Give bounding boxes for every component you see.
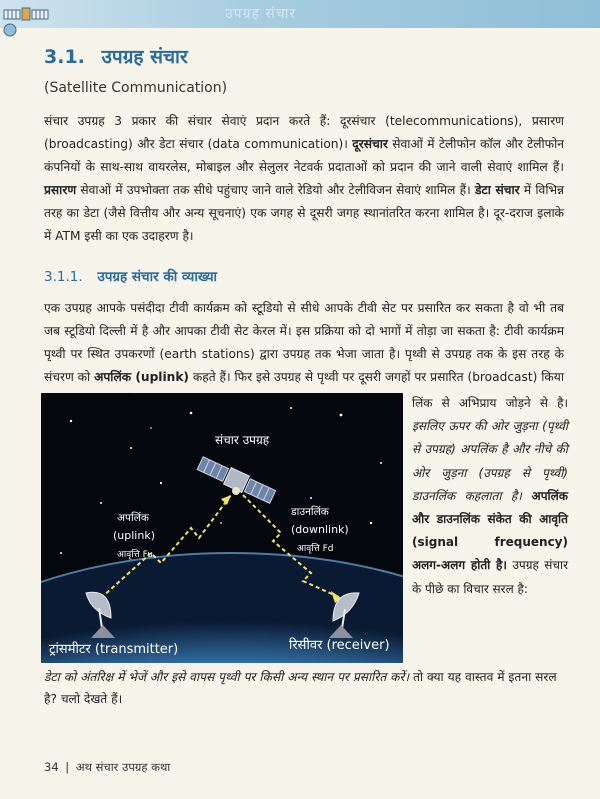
para3-italic: डेटा को अंतरिक्ष में भेजें और इसे वापस पृथ्वी पर किसी अन्य स्थान पर प्रसारित करें। [44, 670, 410, 684]
section-title [44, 43, 188, 69]
section-title-text: उपग्रह संचार [101, 46, 188, 68]
satellite-communication-figure [41, 393, 403, 663]
satellite-label: संचार उपग्रह [215, 433, 270, 447]
satellite-dish-icon [232, 487, 240, 495]
downlink-label-hi: डाउनलिंक [291, 506, 329, 518]
page-number: 34 [44, 760, 59, 774]
downlink-frequency: आवृत्ति Fd [297, 544, 334, 554]
header-band [0, 0, 600, 28]
para1-text-a: संचार उपग्रह 3 प्रकार की संचार सेवाएं प्रदान करते हैं: दूरसंचार (telecommunications), प्रसारण (broadcasting) और डेटा संचार (data communication)। [44, 114, 564, 151]
footer-separator: | [65, 760, 70, 774]
para2-bold-uplink: अपलिंक (uplink) [94, 370, 190, 384]
satellite-corner-icon [0, 0, 60, 40]
receiver-label: रिसीवर (receiver) [289, 638, 390, 653]
uplink-label-hi: अपलिंक [117, 512, 149, 524]
para1-text-d: सेवाओं में उपभोक्ता तक सीधे पहुंचाए जाने वाले रेडियो और टेलीविजन सेवाएं शामिल हैं। [76, 183, 476, 197]
header-band-text: उपग्रह संचार [225, 6, 297, 22]
transmitter-label: ट्रांसमीटर (transmitter) [49, 642, 179, 657]
subsection-title: उपग्रह संचार की व्याख्या [97, 269, 218, 285]
page-footer [44, 760, 170, 775]
section-subtitle: (Satellite Communication) [44, 80, 228, 96]
para1-bold-broadcast: प्रसारण [44, 183, 77, 197]
satellite-icon [196, 455, 276, 505]
para1-bold-data: डेटा संचार [475, 183, 520, 197]
book-title: अथ संचार उपग्रह कथा [75, 760, 171, 774]
para1-text-c: सेवाओं में टेलीफोन कॉल और टेलीफोन कंपनियों के साथ-साथ वायरलेस, मोबाइल और सेलुलर नेटवर्क प्रदाताओं को प्रदान की जाने वाली सेवाएं शामिल हैं। [44, 137, 564, 174]
side-text-italic: इसलिए ऊपर की ओर जुड़ना (पृथ्वी से उपग्रह) अपलिंक है और नीचे की ओर जुड़ना (उपग्रह से पृथ्वी) डाउनलिंक कहलाता है। [412, 419, 568, 503]
side-text-a: लिंक से अभिप्राय जोड़ने से है। [412, 396, 568, 410]
downlink-label-en: (downlink) [291, 523, 349, 536]
subsection-number: 3.1.1. [44, 269, 83, 285]
para1-text-e: में विभिन्न तरह का डेटा (जैसे वित्तीय और अन्य सूचनाएं) एक जगह से दूसरी जगह स्थानांतरित करना शामिल है। दूर-दराज इलाके में ATM इसी का एक उदाहरण है। [44, 183, 564, 243]
side-text-c: उपग्रह संचार के पीछे का विचार सरल है: [412, 558, 568, 596]
paragraph-1 [44, 110, 564, 248]
para1-bold-telecom: दूरसंचार [352, 137, 388, 151]
para3-text-a: तो क्या यह वास्तव में इतना सरल है? चलो देखते हैं। [44, 670, 557, 706]
paragraph-3 [44, 666, 566, 710]
side-text-bold: अपलिंक और डाउनलिंक संकेत की आवृति (signal frequency) अलग-अलग होती है। [412, 488, 568, 573]
uplink-label-en: (uplink) [113, 529, 155, 542]
subsection-heading [44, 267, 217, 285]
section-number: 3.1. [44, 46, 85, 68]
uplink-frequency: आवृत्ति Fu [117, 550, 154, 560]
para2-text-a: एक उपग्रह आपके पसंदीदा टीवी कार्यक्रम को स्टूडियो से सीधे आपके टीवी सेट पर प्रसारित कर सकता है वो भी तब जब स्टूडियो दिल्ली में है और आपका टीवी सेट केरल में। इस प्रक्रिया को दो भागों में तोड़ा जा सकता है: टीवी कार्यक्रम पृथ्वी पर स्थित उपकरणों (earth stations) द्वारा उपग्रह तक भेजा जाता है। पृथ्वी से उपग्रह तक के इस तरह के संचरण को [44, 301, 564, 384]
figure-side-text [412, 392, 568, 601]
para2-text-c: कहते हैं। फिर इसे उपग्रह से पृथ्वी पर दूसरी जगहों पर प्रसारित (broadcast) किया [192, 370, 565, 384]
